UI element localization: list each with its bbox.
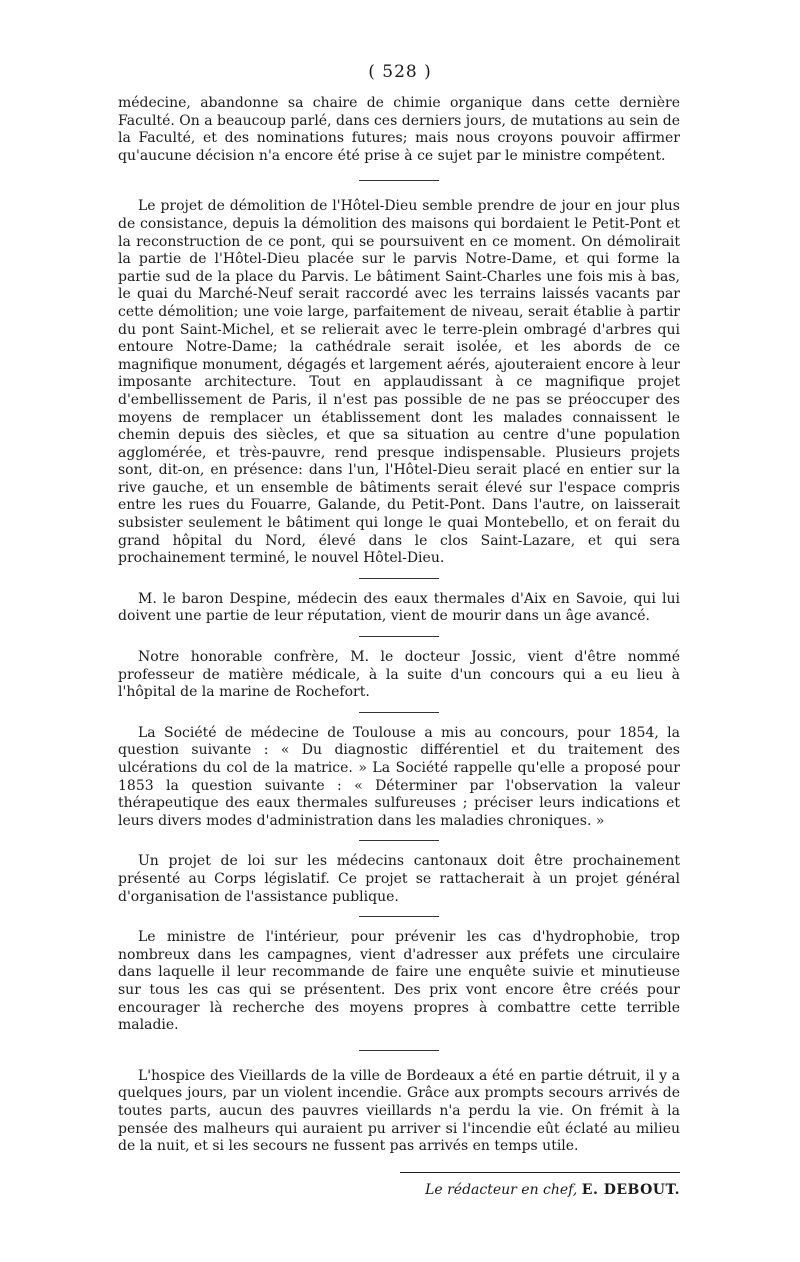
signature-name: E. DEBOUT. xyxy=(581,1181,680,1198)
article-body xyxy=(118,95,680,1199)
section-divider xyxy=(359,636,439,637)
paragraph-hotel-dieu: Le projet de démolition de l'Hôtel-Dieu semble prendre de jour en jour plus de consistance, depuis la démolition des maisons qui bordaient le Petit-Pont et la reconstruction de ce pont, qui se poursuivent en ce moment. On démolirait la partie de l'Hôtel-Dieu placée sur le parvis Notre-Dame, et qui forme la partie sud de la place du Parvis. Le bâtiment Saint-Charles une fois mis à bas, le quai du Marché-Neuf serait raccordé avec les terrains laissés vacants par cette démolition; une voie large, parfaitement de niveau, serait établie à partir du pont Saint-Michel, et se relierait avec le terre-plein ombragé d'arbres qui entoure Notre-Dame; la cathédrale serait isolée, et les abords de ce magnifique monument, dégagés et largement aérés, ajouteraient encore à leur imposante architecture. Tout en applaudissant à ce magnifique projet d'embellissement de Paris, il n'est pas possible de ne pas se préoccuper des moyens de remplacer un établissement dont les malades connaissent le chemin depuis des siècles, et que sa situation au centre d'une population agglomérée, et très-pauvre, rend presque indispensable. Plusieurs projets sont, dit-on, en présence: dans l'un, l'Hôtel-Dieu serait placé en entier sur la rive gauche, et un ensemble de bâtiments serait élevé sur l'espace compris entre les rues du Fouarre, Galande, du Petit-Pont. Dans l'autre, on laisserait subsister seulement le bâtiment qui longe le quai Montebello, et on ferait du grand hôpital du Nord, élevé dans le clos Saint-Lazare, et qui sera prochainement terminé, le nouvel Hôtel-Dieu. xyxy=(118,198,680,567)
section-divider xyxy=(359,916,439,917)
signature-rule xyxy=(400,1172,680,1173)
section-divider xyxy=(359,180,439,181)
page-number: ( 528 ) xyxy=(368,62,432,82)
signature xyxy=(118,1181,680,1199)
paragraph-despine: M. le baron Despine, médecin des eaux thermales d'Aix en Savoie, qui lui doivent une partie de leur réputation, vient de mourir dans un âge avancé. xyxy=(118,590,680,625)
paragraph-toulouse: La Société de médecine de Toulouse a mis au concours, pour 1854, la question suivante : « Du diagnostic différentiel et du traitement des ulcérations du col de la matrice. » La Société rappelle qu'elle a proposé pour 1853 la question suivante : « Déterminer par l'observation la valeur thérapeutique des eaux thermales sulfureuses ; préciser leurs indications et leurs divers modes d'administration dans les maladies chroniques. » xyxy=(118,724,680,829)
paragraph-medecins-cantonaux: Un projet de loi sur les médecins cantonaux doit être prochainement présenté au Corps législatif. Ce projet se rattacherait à un projet général d'organisation de l'assistance publique. xyxy=(118,853,680,905)
section-divider xyxy=(359,840,439,841)
paragraph-bordeaux: L'hospice des Vieillards de la ville de Bordeaux a été en partie détruit, il y a quelques jours, par un violent incendie. Grâce aux prompts secours arrivés de toutes parts, aucun des pauvres vieillards n'a perdu la vie. On frémit à la pensée des malheurs qui auraient pu arriver si l'incendie eût éclaté au milieu de la nuit, et si les secours ne fussent pas arrivés en temps utile. xyxy=(118,1067,680,1155)
section-divider xyxy=(359,712,439,713)
paragraph-continuation: médecine, abandonne sa chaire de chimie organique dans cette dernière Faculté. On a beaucoup parlé, dans ces derniers jours, de mutations au sein de la Faculté, et des nominations futures; mais nous croyons pouvoir affirmer qu'aucune décision n'a encore été prise à ce sujet par le ministre compétent. xyxy=(118,95,680,164)
paragraph-hydrophobie: Le ministre de l'intérieur, pour prévenir les cas d'hydrophobie, trop nombreux dans les campagnes, vient d'adresser aux préfets une circulaire dans laquelle il leur recommande de faire une enquête suivie et minutieuse sur tous les cas qui se présentent. Des prix vont encore être créés pour encourager là recherche des moyens propres à combattre cette terrible maladie. xyxy=(118,929,680,1034)
section-divider xyxy=(359,578,439,579)
paragraph-jossic: Notre honorable confrère, M. le docteur Jossic, vient d'être nommé professeur de matière médicale, à la suite d'un concours qui a eu lieu à l'hôpital de la marine de Rochefort. xyxy=(118,649,680,701)
section-divider xyxy=(359,1050,439,1051)
signature-label: Le rédacteur en chef, xyxy=(425,1181,578,1198)
